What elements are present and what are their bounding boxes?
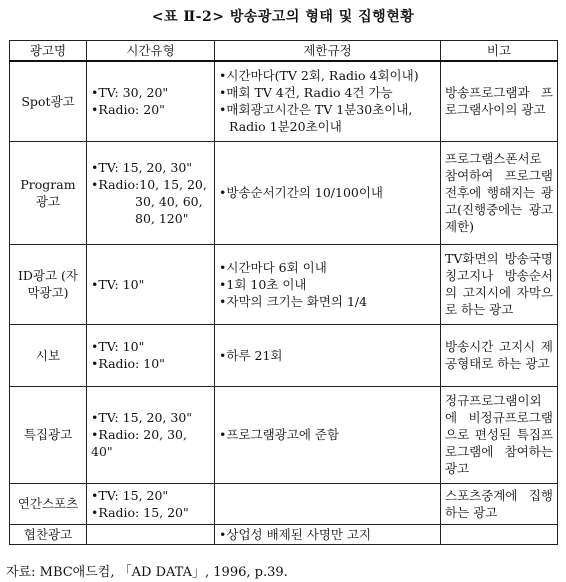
- table-title: <표 Ⅱ-2> 방송광고의 형태 및 집행현황: [151, 9, 415, 25]
- time-type: [87, 524, 215, 544]
- limit-item: • 1회 10초 이내: [219, 276, 436, 293]
- limits: [215, 386, 441, 483]
- table-row: [10, 61, 558, 141]
- note: TV화면의 방송국명칭고지나 방송순서의 고지시에 자막으로 하는 광고: [441, 244, 558, 324]
- limits: [215, 524, 441, 544]
- note: 방송프로그램과 프로그램사이의 광고: [441, 61, 558, 141]
- time-item: • Radio: 20": [91, 101, 210, 118]
- limits: [215, 61, 441, 141]
- ad-name: ID광고 (자막광고): [10, 244, 87, 324]
- time-item: • TV: 10": [91, 338, 210, 355]
- limit-item: • 방송순서기간의 10/100이내: [219, 184, 436, 201]
- ad-name: Program 광고: [10, 141, 87, 244]
- note: [441, 524, 558, 544]
- time-item: • TV: 15, 20, 30": [91, 409, 210, 426]
- table-row: [10, 524, 558, 544]
- time-type: [87, 483, 215, 524]
- ad-name: Spot광고: [10, 61, 87, 141]
- time-type: [87, 324, 215, 386]
- limit-item: • 하루 21회: [219, 347, 436, 364]
- limits: [215, 244, 441, 324]
- limit-item: • 시간마다(TV 2회, Radio 4회이내): [219, 67, 436, 84]
- time-item: • Radio:10, 15, 20,: [91, 176, 210, 193]
- limits: [215, 483, 441, 524]
- header-limits: 제한규정: [215, 41, 441, 62]
- time-item: • TV: 15, 20, 30": [91, 159, 210, 176]
- table-row: [10, 141, 558, 244]
- time-item: • Radio: 10": [91, 355, 210, 372]
- limit-item: • 매회 TV 4건, Radio 4건 가능: [219, 84, 436, 101]
- ad-name: 시보: [10, 324, 87, 386]
- limit-item: • 매회광고시간은 TV 1분30초이내,: [219, 101, 436, 118]
- time-type: [87, 141, 215, 244]
- time-item: • Radio: 15, 20": [91, 504, 210, 521]
- time-item: • Radio: 20, 30, 40": [91, 426, 210, 460]
- note: 스포츠중계에 집행하는 광고: [441, 483, 558, 524]
- limit-item: • 상업성 배제된 사명만 고지: [219, 526, 436, 543]
- note: 프로그램스폰서로 참여하여 프로그램 전후에 행해지는 광고(진행중에는 광고제한): [441, 141, 558, 244]
- limit-item: • 시간마다 6회 이내: [219, 259, 436, 276]
- ad-name: 협찬광고: [10, 524, 87, 544]
- time-item: • TV: 30, 20": [91, 84, 210, 101]
- table-row: [10, 386, 558, 483]
- table-row: [10, 483, 558, 524]
- time-type: [87, 244, 215, 324]
- note: 방송시간 고지시 제공형태로 하는 광고: [441, 324, 558, 386]
- time-type: [87, 61, 215, 141]
- time-type: [87, 386, 215, 483]
- header-ad-name: 광고명: [10, 41, 87, 62]
- note: 정규프로그램이외에 비정규프로그램으로 편성된 특집프로그램에 참여하는 광고: [441, 386, 558, 483]
- ad-name: 연간스포츠: [10, 483, 87, 524]
- time-item-continued: 30, 40, 60,: [135, 193, 203, 209]
- time-item: • TV: 10": [91, 276, 210, 293]
- limit-item: • 자막의 크기는 화면의 1/4: [219, 293, 436, 310]
- time-item: • TV: 15, 20": [91, 487, 210, 504]
- ad-name: 특집광고: [10, 386, 87, 483]
- limits: [215, 141, 441, 244]
- time-item-continued: 80, 120": [135, 210, 189, 226]
- limit-item: • 프로그램광고에 준함: [219, 426, 436, 443]
- limits: [215, 324, 441, 386]
- source-note: 자료: MBC애드컴, 「AD DATA」, 1996, p.39.: [6, 565, 288, 580]
- table-row: [10, 244, 558, 324]
- table-row: [10, 324, 558, 386]
- header-time-type: 시간유형: [87, 41, 215, 62]
- header-note: 비고: [441, 41, 558, 62]
- limit-item-continued: Radio 1분20초이내: [229, 119, 342, 135]
- header-row: [10, 41, 558, 62]
- ad-table: [9, 40, 558, 545]
